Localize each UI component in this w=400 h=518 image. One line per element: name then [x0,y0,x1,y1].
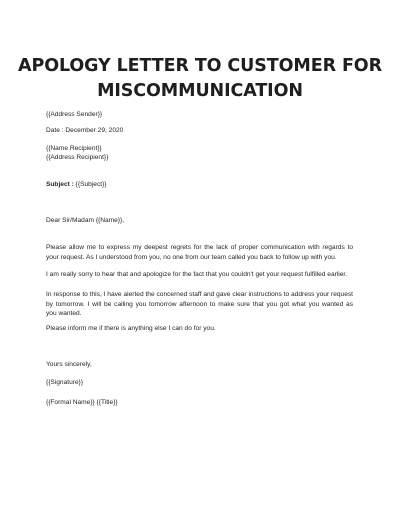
formal-name-title: {{Formal Name}} {{Title}} [46,399,118,406]
signature: {{Signature}} [46,379,84,386]
salutation: Dear Sir/Madam {{Name}}, [46,217,125,224]
paragraph-1-line: your request. As I understood from you, no one from our team called you back to follow up with you. [46,253,337,261]
letter-date: Date : December 29, 2020 [46,127,124,134]
letter-title-line-1: APOLOGY LETTER TO CUSTOMER FOR [18,56,382,76]
closing: Yours sincerely, [46,361,92,368]
name-recipient: {{Name Recipient}} [46,145,102,152]
paragraph-2: I am really sorry to hear that and apologize for the fact that you couldn't get your request fulfilled earlier. [46,271,348,278]
paragraph-3-line: you wanted. [46,310,82,318]
paragraph-3-line: In response to this, I have alerted the concerned staff and gave clear instructions to address your request [46,291,353,298]
letter-title-line-2: MISCOMMUNICATION [97,81,303,101]
address-recipient: {{Address Recipient}} [46,154,109,161]
subject-label: Subject : [46,181,74,188]
paragraph-4: Please inform me if there is anything else I can do for you. [46,325,216,332]
paragraph-3-line: by tomorrow. I will be calling you tomorrow afternoon to make sure that you got what you wanted as [46,300,353,308]
paragraph-3 [46,290,353,319]
subject-line [46,181,106,189]
paragraph-1 [46,243,353,262]
paragraph-1-line: Please allow me to express my deepest regrets for the lack of proper communication with regards to [46,244,353,251]
subject-value: {{Subject}} [73,181,107,188]
address-sender: {{Address Sender}} [46,111,103,118]
